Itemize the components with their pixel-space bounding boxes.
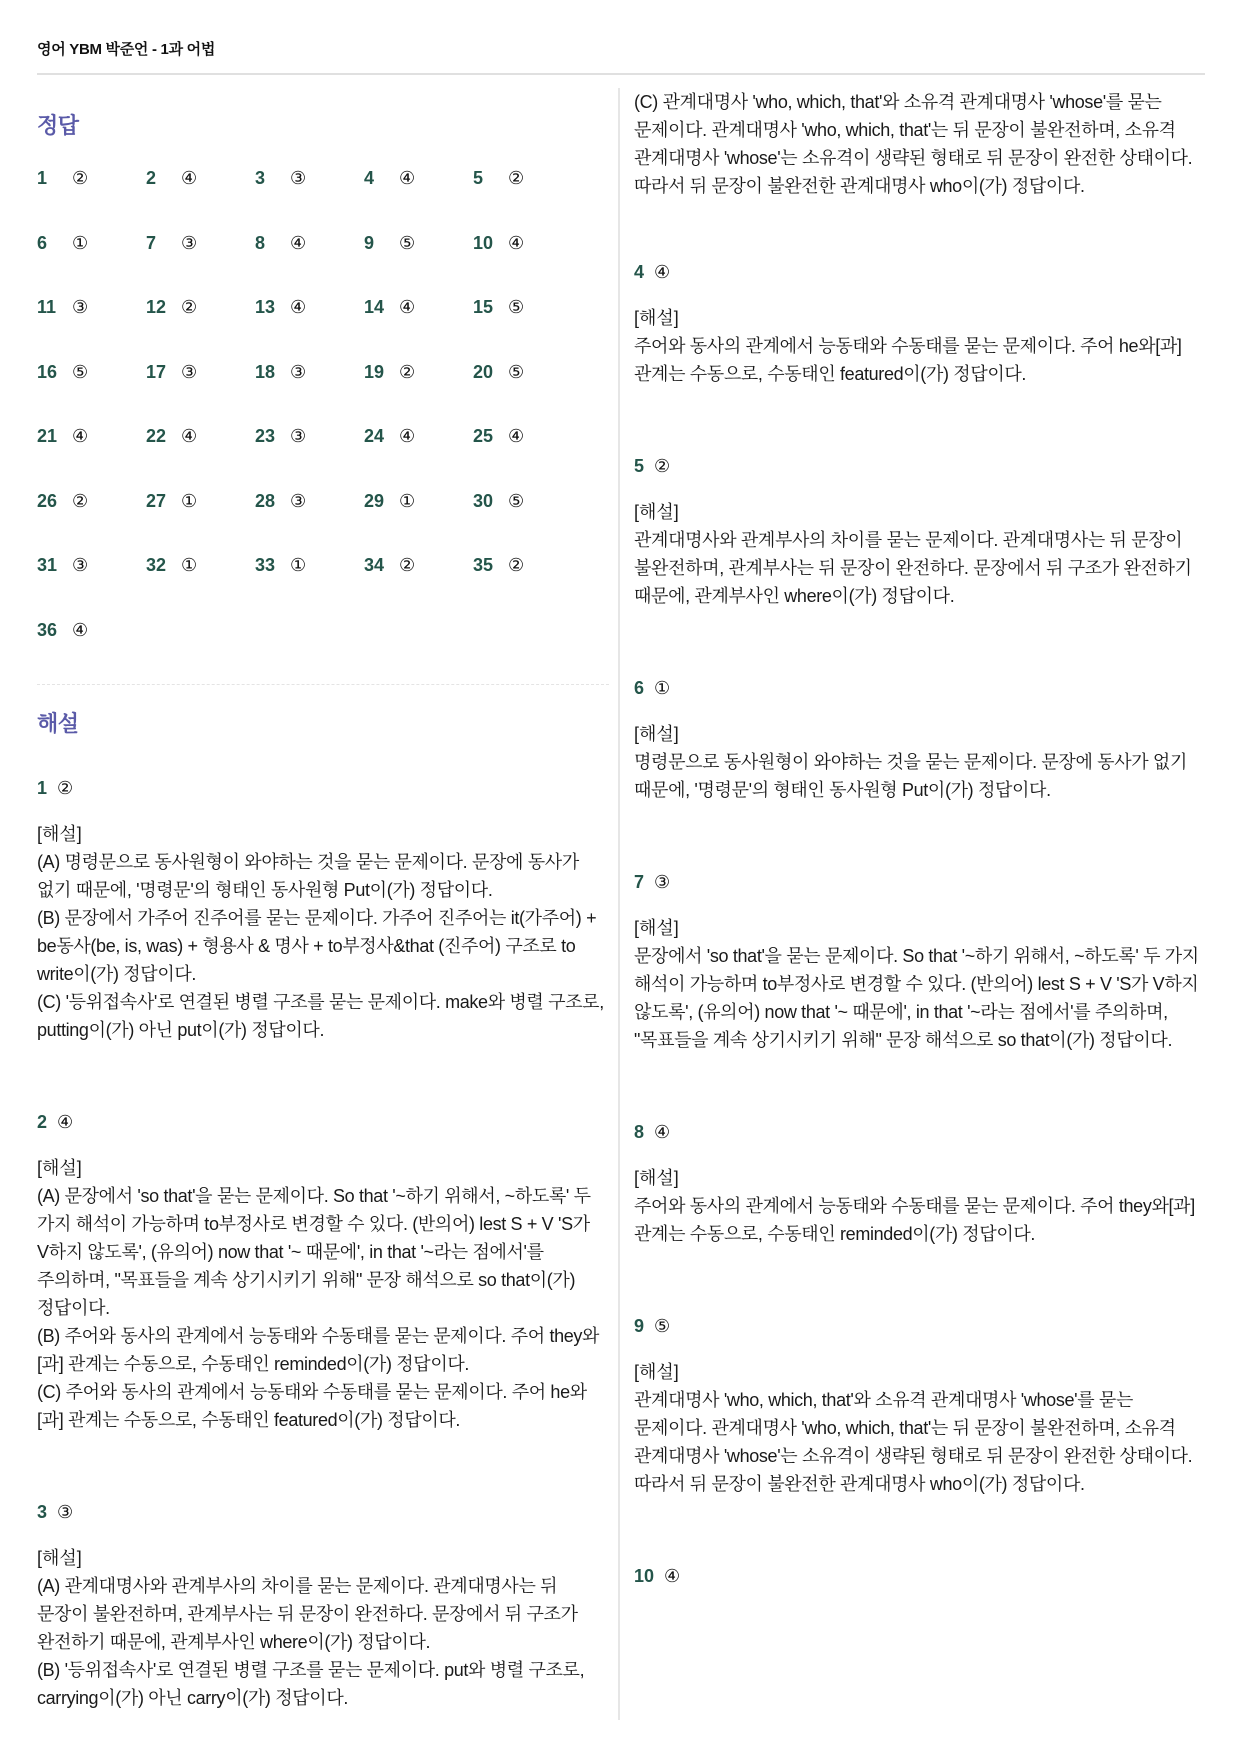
answer-choice: ① [290, 555, 307, 575]
answer-choice: ④ [654, 1121, 671, 1142]
answer-key-item [255, 426, 364, 491]
question-number: 28 [255, 490, 276, 511]
answer-key-item [37, 362, 146, 427]
question-number: 16 [37, 361, 58, 382]
answer-choice: ② [57, 777, 74, 798]
explanation-line: 명령문으로 동사원형이 와야하는 것을 묻는 문제이다. 문장에 동사가 없기 때문에, '명령문'의 형태인 동사원형 Put이(가) 정답이다. [634, 752, 1187, 800]
answer-key-item [473, 297, 582, 362]
answer-choice: ③ [290, 490, 307, 511]
explanation-item [634, 870, 1206, 1054]
explanation-line: 주어와 동사의 관계에서 능동태와 수동태를 묻는 문제이다. 주어 he와[과] 관계는 수동으로, 수동태인 featured이(가) 정답이다. [634, 336, 1182, 384]
explanation-header [634, 1564, 1206, 1588]
question-number: 29 [364, 490, 385, 511]
answer-choice: ① [399, 490, 416, 511]
answer-choice: ② [399, 361, 416, 382]
question-number: 35 [473, 555, 494, 575]
section-divider [37, 684, 609, 685]
question-number: 3 [255, 168, 266, 188]
explanation-item [37, 1500, 612, 1712]
explanation-line: (A) 문장에서 'so that'을 묻는 문제이다. So that '~하기 위해서, ~하도록' 두 가지 해석이 가능하며 to부정사로 변경할 수 있다. (반의어) lest S + V 'S가 V하지 않도록', (유의어) now that '~ 때문에', in that '~라는 점에서'를 주의하며, "목표들을 계속 상기시키기 위해" 문장 해석으로 so that이(가) 정답이다. [37, 1186, 591, 1318]
question-number: 14 [364, 297, 385, 317]
question-number: 1 [37, 777, 48, 798]
explanation-label: [해설] [634, 918, 679, 938]
answer-key-item [37, 426, 146, 491]
question-number: 8 [634, 1121, 645, 1142]
question-number: 11 [37, 297, 57, 317]
question-number: 32 [146, 555, 167, 575]
answer-choice: ③ [290, 168, 307, 188]
question-number: 4 [364, 168, 375, 188]
answer-choice: ② [508, 555, 525, 575]
explanation-line: (C) 관계대명사 'who, which, that'와 소유격 관계대명사 'whose'를 묻는 문제이다. 관계대명사 'who, which, that'는 뒤 문장이 불완전하며, 소유격 관계대명사 'whose'는 소유격이 생략된 형태로 뒤 문장이 완전한 상태이다. 따라서 뒤 문장이 불완전한 관계대명사 who이(가) 정답이다. [634, 92, 1193, 196]
answer-key-item [37, 491, 146, 556]
answer-choice: ② [508, 168, 525, 188]
question-number: 9 [634, 1315, 645, 1336]
question-number: 20 [473, 361, 494, 382]
answer-key-item [364, 426, 473, 491]
answer-key-item [255, 168, 364, 233]
question-number: 25 [473, 426, 494, 446]
explanation-item [634, 454, 1206, 610]
answer-key-item [473, 362, 582, 427]
explanation-item [634, 1314, 1206, 1498]
answer-key-item [37, 620, 146, 685]
answer-key-item [473, 233, 582, 298]
answer-key-item [473, 426, 582, 491]
answer-key-item [364, 297, 473, 362]
question-number: 2 [146, 168, 157, 188]
answer-choice: ③ [290, 426, 307, 446]
explanation-label: [해설] [634, 1168, 679, 1188]
explanation-line: (C) '등위접속사'로 연결된 병렬 구조를 묻는 문제이다. make와 병렬 구조로, putting이(가) 아닌 put이(가) 정답이다. [37, 992, 604, 1040]
explanation-line: 관계대명사 'who, which, that'와 소유격 관계대명사 'whose'를 묻는 문제이다. 관계대명사 'who, which, that'는 뒤 문장이 불완전하며, 소유격 관계대명사 'whose'는 소유격이 생략된 형태로 뒤 문장이 완전한 상태이다. 따라서 뒤 문장이 불완전한 관계대명사 who이(가) 정답이다. [634, 1390, 1193, 1494]
explanation-item [634, 1120, 1206, 1248]
answer-choice: ④ [508, 426, 525, 446]
answer-key-item [37, 297, 146, 362]
question-number: 6 [634, 677, 645, 698]
explanation-label: [해설] [37, 1548, 82, 1568]
question-number: 12 [146, 297, 167, 317]
explanation-list [634, 260, 1206, 1654]
question-number: 24 [364, 426, 385, 446]
question-number: 2 [37, 1111, 48, 1132]
question-number: 9 [364, 232, 375, 253]
answer-key-item [364, 362, 473, 427]
question-number: 21 [37, 426, 58, 446]
answers-section-title: 정답 [37, 113, 79, 138]
question-number: 13 [255, 297, 276, 317]
answer-choice: ⑤ [399, 232, 416, 253]
answer-choice: ③ [181, 232, 198, 253]
answer-key-item [255, 362, 364, 427]
answer-key-item [364, 233, 473, 298]
explanation-item [37, 1110, 612, 1434]
explanation-line: (B) 문장에서 가주어 진주어를 묻는 문제이다. 가주어 진주어는 it(가주어) + be동사(be, is, was) + 형용사 & 명사 + to부정사&that (진주어) 구조로 to write이(가) 정답이다. [37, 908, 597, 984]
question-number: 4 [634, 261, 645, 282]
answer-choice: ③ [654, 871, 671, 892]
answer-choice: ④ [399, 297, 416, 317]
answer-choice: ④ [181, 168, 198, 188]
answer-key-item [146, 233, 255, 298]
answer-key-item [37, 233, 146, 298]
answer-choice: ④ [664, 1565, 681, 1586]
answer-choice: ① [72, 232, 89, 253]
explanation-line: 문장에서 'so that'을 묻는 문제이다. So that '~하기 위해서, ~하도록' 두 가지 해석이 가능하며 to부정사로 변경할 수 있다. (반의어) lest S + V 'S가 V하지 않도록', (유의어) now that '~ 때문에', in that '~라는 점에서'를 주의하며, "목표들을 계속 상기시키기 위해" 문장 해석으로 so that이(가) 정답이다. [634, 946, 1199, 1050]
answer-choice: ④ [181, 426, 198, 446]
explanation-line: 주어와 동사의 관계에서 능동태와 수동태를 묻는 문제이다. 주어 they와[과] 관계는 수동으로, 수동태인 reminded이(가) 정답이다. [634, 1196, 1195, 1244]
explanation-header [634, 260, 1206, 284]
answer-key-item [146, 362, 255, 427]
question-number: 8 [255, 232, 266, 253]
question-number: 19 [364, 361, 385, 382]
answer-choice: ③ [72, 555, 89, 575]
explanation-label: [해설] [634, 724, 679, 744]
question-number: 5 [634, 455, 645, 476]
answer-key-item [146, 426, 255, 491]
question-number: 10 [634, 1565, 655, 1586]
question-number: 6 [37, 232, 48, 253]
answer-choice: ② [181, 297, 198, 317]
explanation-header [634, 1314, 1206, 1338]
answer-key-item [146, 297, 255, 362]
answer-key-item [146, 555, 255, 620]
explanation-item [37, 776, 612, 1044]
answer-choice: ② [72, 490, 89, 511]
explanation-line: (B) 주어와 동사의 관계에서 능동태와 수동태를 묻는 문제이다. 주어 they와[과] 관계는 수동으로, 수동태인 reminded이(가) 정답이다. [37, 1326, 600, 1374]
answer-key-item [37, 555, 146, 620]
question-number: 31 [37, 555, 58, 575]
answer-key-item [473, 555, 582, 620]
answer-key-item [364, 168, 473, 233]
explanation-label: [해설] [634, 502, 679, 522]
explanation-header [37, 1500, 612, 1524]
explanation-item [634, 260, 1206, 388]
question-number: 30 [473, 490, 494, 511]
answer-choice: ④ [399, 426, 416, 446]
question-number: 17 [146, 361, 167, 382]
explanation-item [634, 676, 1206, 804]
question-number: 7 [634, 871, 645, 892]
answer-key-item [364, 555, 473, 620]
answer-key-item [255, 555, 364, 620]
explanation-line: 관계대명사와 관계부사의 차이를 묻는 문제이다. 관계대명사는 뒤 문장이 불완전하며, 관계부사는 뒤 문장이 완전하다. 문장에서 뒤 구조가 완전하기 때문에, 관계부사인 where이(가) 정답이다. [634, 530, 1192, 606]
explanation-line: (C) 주어와 동사의 관계에서 능동태와 수동태를 묻는 문제이다. 주어 he와[과] 관계는 수동으로, 수동태인 featured이(가) 정답이다. [37, 1382, 587, 1430]
answer-choice: ① [654, 677, 671, 698]
answer-key-item [473, 491, 582, 556]
answer-choice: ④ [290, 232, 307, 253]
answer-choice: ④ [399, 168, 416, 188]
explanation-header [634, 676, 1206, 700]
question-number: 22 [146, 426, 167, 446]
answer-choice: ③ [290, 361, 307, 382]
explanation-label: [해설] [37, 1158, 82, 1178]
question-number: 34 [364, 555, 385, 575]
document-title: 영어 YBM 박준언 - 1과 어법 [37, 41, 216, 58]
answer-key-item [146, 168, 255, 233]
answer-choice: ⑤ [654, 1315, 671, 1336]
explanation-label: [해설] [37, 824, 82, 844]
answer-key-item [364, 491, 473, 556]
explanation-line: (A) 관계대명사와 관계부사의 차이를 묻는 문제이다. 관계대명사는 뒤 문장이 불완전하며, 관계부사는 뒤 문장이 완전하다. 문장에서 뒤 구조가 완전하기 때문에, 관계부사인 where이(가) 정답이다. [37, 1576, 578, 1652]
answer-key-item [473, 168, 582, 233]
explanation-item [634, 1564, 1206, 1588]
explanation-label: [해설] [634, 308, 679, 328]
answer-key-item [37, 168, 146, 233]
answer-key-item [255, 297, 364, 362]
answer-choice: ④ [508, 232, 525, 253]
explanation-line: (A) 명령문으로 동사원형이 와야하는 것을 묻는 문제이다. 문장에 동사가 없기 때문에, '명령문'의 형태인 동사원형 Put이(가) 정답이다. [37, 852, 579, 900]
answer-key-item [255, 491, 364, 556]
question-number: 36 [37, 619, 58, 640]
answer-choice: ④ [72, 426, 89, 446]
answer-choice: ② [654, 455, 671, 476]
explanations-section-title: 해설 [37, 711, 79, 736]
answer-choice: ④ [290, 297, 307, 317]
answer-choice: ④ [72, 619, 89, 640]
explanation-label: [해설] [634, 1362, 679, 1382]
answer-key-item [146, 491, 255, 556]
page-header [37, 38, 1205, 75]
answer-key-item [255, 233, 364, 298]
left-column [37, 75, 612, 1712]
question-number: 33 [255, 555, 276, 575]
answer-choice: ② [399, 555, 416, 575]
answer-choice: ⑤ [72, 361, 89, 382]
answer-choice: ④ [57, 1111, 74, 1132]
answer-choice: ④ [654, 261, 671, 282]
question-number: 27 [146, 490, 167, 511]
question-number: 15 [473, 297, 494, 317]
question-number: 18 [255, 361, 276, 382]
answer-choice: ③ [72, 297, 89, 317]
explanation-header [37, 776, 612, 800]
answer-choice: ② [72, 168, 89, 188]
answer-choice: ③ [57, 1501, 74, 1522]
explanation-header [634, 454, 1206, 478]
question-number: 26 [37, 490, 58, 511]
answer-key-grid [37, 168, 612, 684]
answer-choice: ③ [181, 361, 198, 382]
answer-choice: ⑤ [508, 297, 525, 317]
explanation-header [634, 870, 1206, 894]
explanation-header [634, 1120, 1206, 1144]
right-column [634, 88, 1206, 1654]
answer-choice: ① [181, 555, 198, 575]
question-number: 10 [473, 232, 494, 253]
answer-choice: ⑤ [508, 490, 525, 511]
question-number: 5 [473, 168, 484, 188]
question-number: 23 [255, 426, 276, 446]
question-number: 1 [37, 168, 48, 188]
answer-choice: ⑤ [508, 361, 525, 382]
question-number: 3 [37, 1501, 48, 1522]
answer-choice: ① [181, 490, 198, 511]
question-number: 7 [146, 232, 157, 253]
explanation-header [37, 1110, 612, 1134]
column-divider [618, 88, 620, 1720]
explanation-line: (B) '등위접속사'로 연결된 병렬 구조를 묻는 문제이다. put와 병렬 구조로, carrying이(가) 아닌 carry이(가) 정답이다. [37, 1660, 585, 1708]
